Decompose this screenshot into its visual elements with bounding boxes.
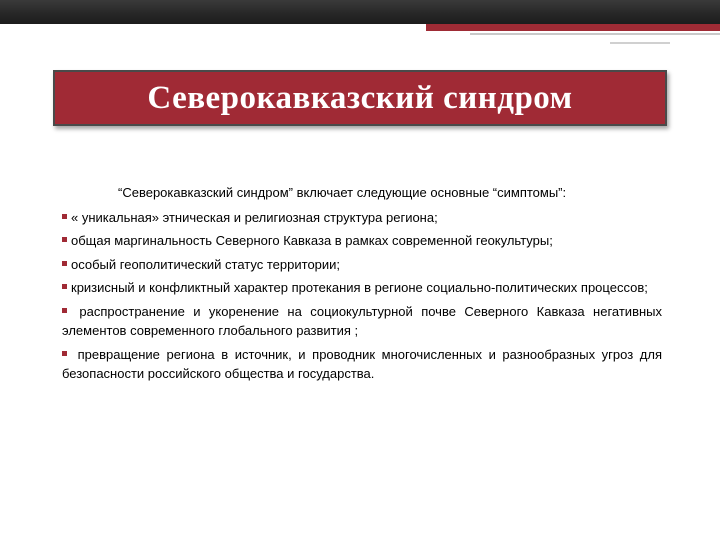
bullet-item (62, 255, 662, 275)
bullet-square-icon (62, 351, 67, 356)
bullet-item (62, 231, 662, 251)
bullet-text: кризисный и конфликтный характер протекания в регионе социально-политических процессов; (71, 280, 648, 295)
bullet-square-icon (62, 308, 67, 313)
grey-decor-line-short (610, 42, 670, 44)
bullet-text: общая маргинальность Северного Кавказа в рамках современной геокультуры; (71, 233, 553, 248)
bullet-text: распространение и укоренение на социокультурной почве Северного Кавказа негативных элементов современного глобального развития ; (62, 303, 662, 338)
slide-title: Северокавказский синдром (147, 79, 573, 116)
bullet-item (62, 208, 662, 228)
bullet-square-icon (62, 261, 67, 266)
bullet-square-icon (62, 284, 67, 289)
bullet-square-icon (62, 237, 67, 242)
bullet-item (62, 345, 662, 384)
bullet-item (62, 302, 662, 341)
slide-body (62, 183, 662, 388)
red-decor-stripe (426, 24, 720, 31)
bullet-text: превращение региона в источник, и проводник многочисленных и разнообразных угроз для безопасности российского общества и государства. (62, 346, 662, 381)
intro-text: “Северокавказский синдром” включает следующие основные “симптомы”: (118, 185, 567, 200)
bullet-item (62, 278, 662, 298)
bullet-square-icon (62, 214, 67, 219)
slide-title-box (53, 70, 667, 126)
bullet-text: особый геополитический статус территории; (71, 256, 341, 272)
grey-decor-line (470, 33, 720, 35)
bullet-text: « уникальная» этническая и религиозная структура региона; (71, 209, 438, 225)
top-decor-bar (0, 0, 720, 24)
